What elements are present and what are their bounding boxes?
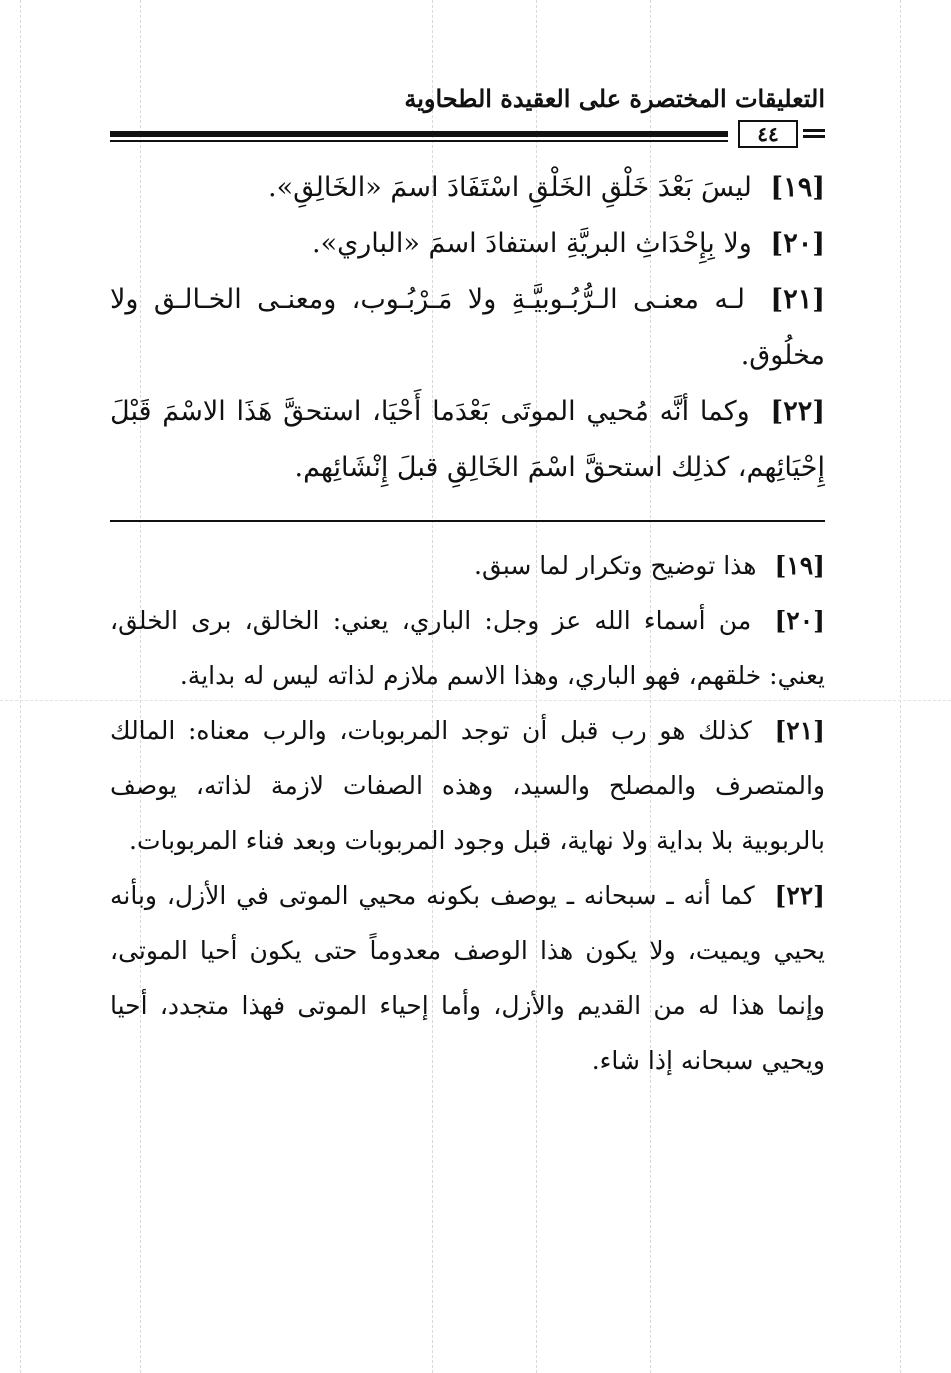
matn-paragraph xyxy=(110,384,825,496)
sharh-section xyxy=(110,538,825,1088)
header-rule xyxy=(110,122,825,144)
sharh-paragraph xyxy=(110,868,825,1088)
matn-paragraph xyxy=(110,216,825,272)
matn-number: [١٩] xyxy=(770,172,825,203)
matn-number: [٢١] xyxy=(770,284,825,315)
header-rule-thick xyxy=(110,131,728,137)
matn-text: وكما أنَّه مُحيي الموتَى بَعْدَما أَحْيَا، استحقَّ هَذَا الاسْمَ قَبْلَ إِحْيَائِهم، كذلِك استحقَّ اسْمَ الخَالِقِ قبلَ إِنْشَائِهم. xyxy=(110,396,825,483)
scan-guide-line xyxy=(20,0,21,1373)
sharh-text: كما أنه ـ سبحانه ـ يوصف بكونه محيي الموتى في الأزل، وبأنه يحيي ويميت، ولا يكون هذا الوصف معدوماً حتى يكون أحيا الموتى، وإنما هذا له من القديم والأزل، وأما إحياء الموتى فهذا متجدد، أحيا ويحيي سبحانه إذا شاء. xyxy=(110,881,825,1075)
matn-text: لـه معنـى الـرُّبُـوبيَّـةِ ولا مَـرْبُـوب، ومعنـى الخـالـق ولا مخلُوق. xyxy=(110,284,825,371)
sharh-text: من أسماء الله عز وجل: الباري، يعني: الخالق، برى الخلق، يعني: خلقهم، فهو الباري، وهذا الاسم ملازم لذاته ليس له بداية. xyxy=(110,606,825,690)
header-rule-tail xyxy=(803,129,825,132)
sharh-number: [١٩] xyxy=(774,551,825,580)
scan-guide-line xyxy=(900,0,901,1373)
matn-paragraph xyxy=(110,272,825,384)
header-rule-thin xyxy=(110,140,728,142)
page-number: ٤٤ xyxy=(738,120,798,148)
header-rule-tail xyxy=(803,135,825,138)
running-title: التعليقات المختصرة على العقيدة الطحاوية xyxy=(404,84,825,113)
sharh-text: كذلك هو رب قبل أن توجد المربوبات، والرب معناه: المالك والمتصرف والمصلح والسيد، وهذه الصفات لازمة لذاته، يوصف بالربوبية بلا بداية ولا نهاية، قبل وجود المربوبات وبعد فناء المربوبات. xyxy=(110,716,825,855)
matn-section xyxy=(110,160,825,496)
matn-text: ليسَ بَعْدَ خَلْقِ الخَلْقِ اسْتَفَادَ اسمَ «الخَالِقِ». xyxy=(268,172,752,203)
sharh-text: هذا توضيح وتكرار لما سبق. xyxy=(474,551,757,580)
sharh-number: [٢٠] xyxy=(774,606,825,635)
sharh-paragraph xyxy=(110,593,825,703)
matn-number: [٢٠] xyxy=(770,228,825,259)
sharh-number: [٢٢] xyxy=(774,881,826,910)
matn-paragraph xyxy=(110,160,825,216)
matn-text: ولا بِإِحْدَاثِ البريَّةِ استفادَ اسمَ «الباري». xyxy=(312,228,752,259)
separator-rule xyxy=(110,520,825,522)
sharh-number: [٢١] xyxy=(774,716,825,745)
matn-number: [٢٢] xyxy=(770,396,825,427)
sharh-paragraph xyxy=(110,703,825,868)
sharh-paragraph xyxy=(110,538,825,593)
